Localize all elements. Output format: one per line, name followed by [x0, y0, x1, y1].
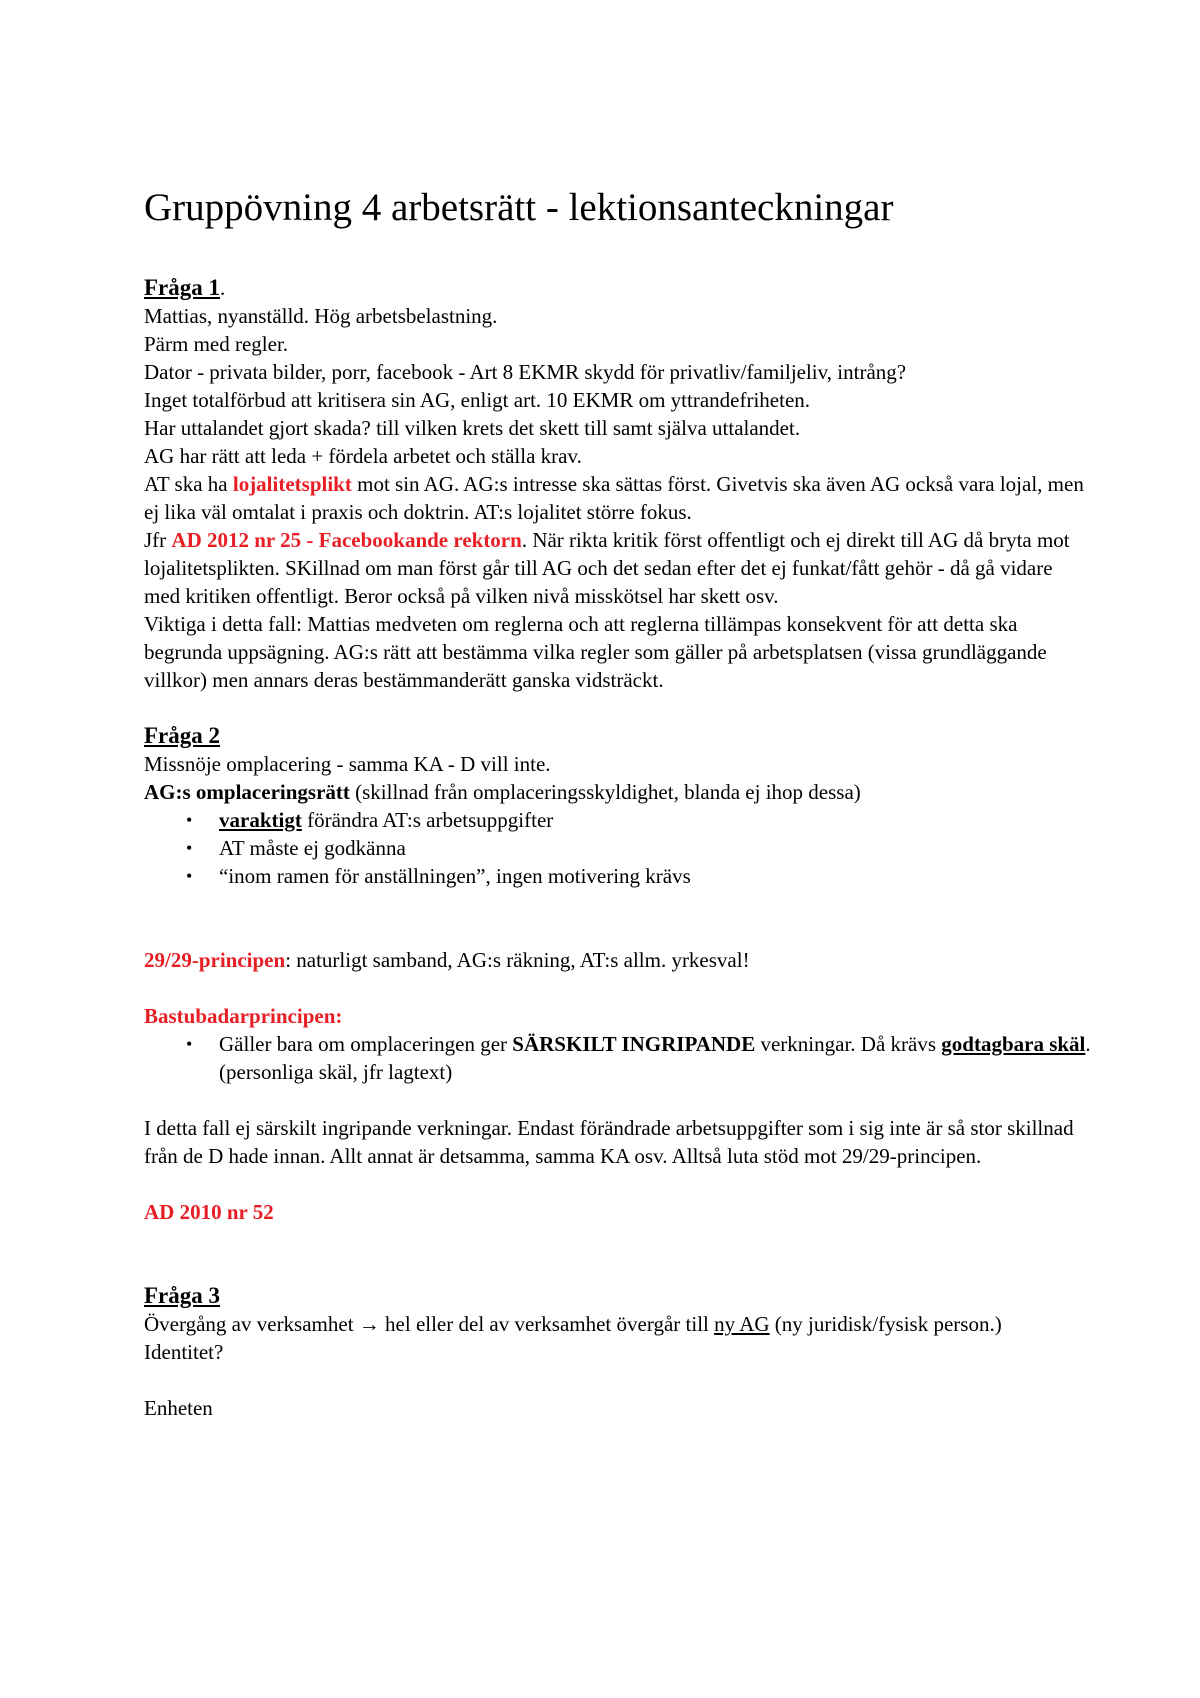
list-item [186, 834, 1099, 862]
important-paragraph: Viktiga i detta fall: Mattias medveten om reglerna och att reglerna tillämpas konsekvent för att detta ska begrunda uppsägning. AG:s rätt att bestämma vilka regler som gäller på arbetsplatsen (vissa grundläggande villkor) men annars deras bestämmanderätt ganska vidsträckt. [144, 612, 1047, 692]
text-line: Dator - privata bilder, porr, facebook - Art 8 EKMR skydd för privatliv/familjeliv, intrång? [144, 360, 907, 384]
list-item-text: AT måste ej godkänna [219, 836, 406, 860]
principle-line [144, 946, 1084, 974]
section-question-1 [144, 274, 1100, 694]
text-line: Pärm med regler. [144, 332, 289, 356]
list-item [186, 806, 1099, 834]
case-paragraph [144, 526, 1084, 610]
case-reference: AD 2010 nr 52 [144, 1200, 274, 1224]
bullet-list [144, 806, 1099, 890]
question-3-heading: Fråga 3 [144, 1283, 221, 1308]
principle-term: 29/29-principen [144, 948, 286, 972]
list-item-text: verkningar. Då krävs [755, 1032, 942, 1056]
section-question-2 [144, 722, 1100, 1226]
bullet-icon: • [186, 838, 193, 858]
section-question-3 [144, 1282, 1100, 1422]
question-1-heading-suffix: . [220, 276, 226, 300]
conclusion-paragraph: I detta fall ej särskilt ingripande verkningar. Endast förändrade arbetsuppgifter som i sig inte är så stor skillnad från de D hade innan. Allt annat är detsamma, samma KA osv. Alltså luta stöd mot 29/29-principen. [144, 1116, 1074, 1168]
loyalty-paragraph [144, 470, 1084, 526]
case-post: . När rikta kritik först offentligt och ej direkt till AG då bryta mot lojalitetsplikten. SKillnad om man först går till AG och det sedan efter det ej funkat/fått gehör - då gå vidare med kritiken offentligt. Beror också på vilken nivå misskötsel har skett osv. [144, 528, 1070, 608]
transfer-line [144, 1310, 1084, 1338]
list-item-emphasis: varaktigt [219, 808, 302, 832]
list-item-text: förändra AT:s arbetsuppgifter [301, 808, 554, 832]
principle-text: : naturligt samband, AG:s räkning, AT:s allm. yrkesval! [285, 948, 750, 972]
text-line: Mattias, nyanställd. Hög arbetsbelastning. [144, 304, 498, 328]
relocation-right-term: AG:s omplaceringsrätt [144, 780, 350, 804]
transfer-new-employer: ny AG [714, 1312, 770, 1336]
loyalty-term: lojalitetsplikt [232, 472, 352, 496]
transfer-note: (ny juridisk/fysisk person.) [769, 1312, 1002, 1336]
list-item-text: Gäller bara om omplaceringen ger [219, 1032, 513, 1056]
text-line: Identitet? [144, 1340, 224, 1364]
bullet-icon: • [186, 810, 193, 830]
question-1-heading-line [144, 274, 1084, 302]
sauna-principle-heading: Bastubadarprincipen: [144, 1004, 343, 1028]
transfer-text: Övergång av verksamhet → hel eller del av verksamhet övergår till [144, 1312, 715, 1336]
list-item-text: . (personliga skäl, jfr lagtext) [219, 1032, 1091, 1084]
bullet-icon: • [186, 866, 193, 886]
question-1-heading: Fråga 1 [144, 275, 221, 300]
relocation-right-line [144, 778, 1084, 806]
loyalty-post: mot sin AG. AG:s intresse ska sättas först. Givetvis ska även AG också vara lojal, men ej lika väl omtalat i praxis och doktrin. AT:s lojalitet större fokus. [144, 472, 1084, 524]
text-line: Inget totalförbud att kritisera sin AG, enligt art. 10 EKMR om yttrandefriheten. [144, 388, 811, 412]
page-title: Gruppövning 4 arbetsrätt - lektionsanteckningar [144, 186, 894, 229]
text-line: AG har rätt att leda + fördela arbetet och ställa krav. [144, 444, 582, 468]
list-item-text: “inom ramen för anställningen”, ingen motivering krävs [219, 864, 691, 888]
list-item-emphasis: godtagbara skäl [941, 1032, 1086, 1056]
case-pre: Jfr [144, 528, 172, 552]
text-line: Missnöje omplacering - samma KA - D vill inte. [144, 752, 551, 776]
list-item-emphasis: SÄRSKILT INGRIPANDE [512, 1032, 756, 1056]
text-line: Har uttalandet gjort skada? till vilken krets det skett till samt själva uttalandet. [144, 416, 801, 440]
case-reference: AD 2012 nr 25 - Facebookande rektorn [171, 528, 522, 552]
relocation-right-note: (skillnad från omplaceringsskyldighet, blanda ej ihop dessa) [349, 780, 861, 804]
question-2-heading: Fråga 2 [144, 723, 221, 748]
list-item [186, 862, 1099, 890]
text-line: Enheten [144, 1396, 213, 1420]
bullet-list [144, 1030, 1099, 1086]
loyalty-pre: AT ska ha [144, 472, 233, 496]
bullet-icon: • [186, 1034, 193, 1054]
list-item [186, 1030, 1099, 1086]
